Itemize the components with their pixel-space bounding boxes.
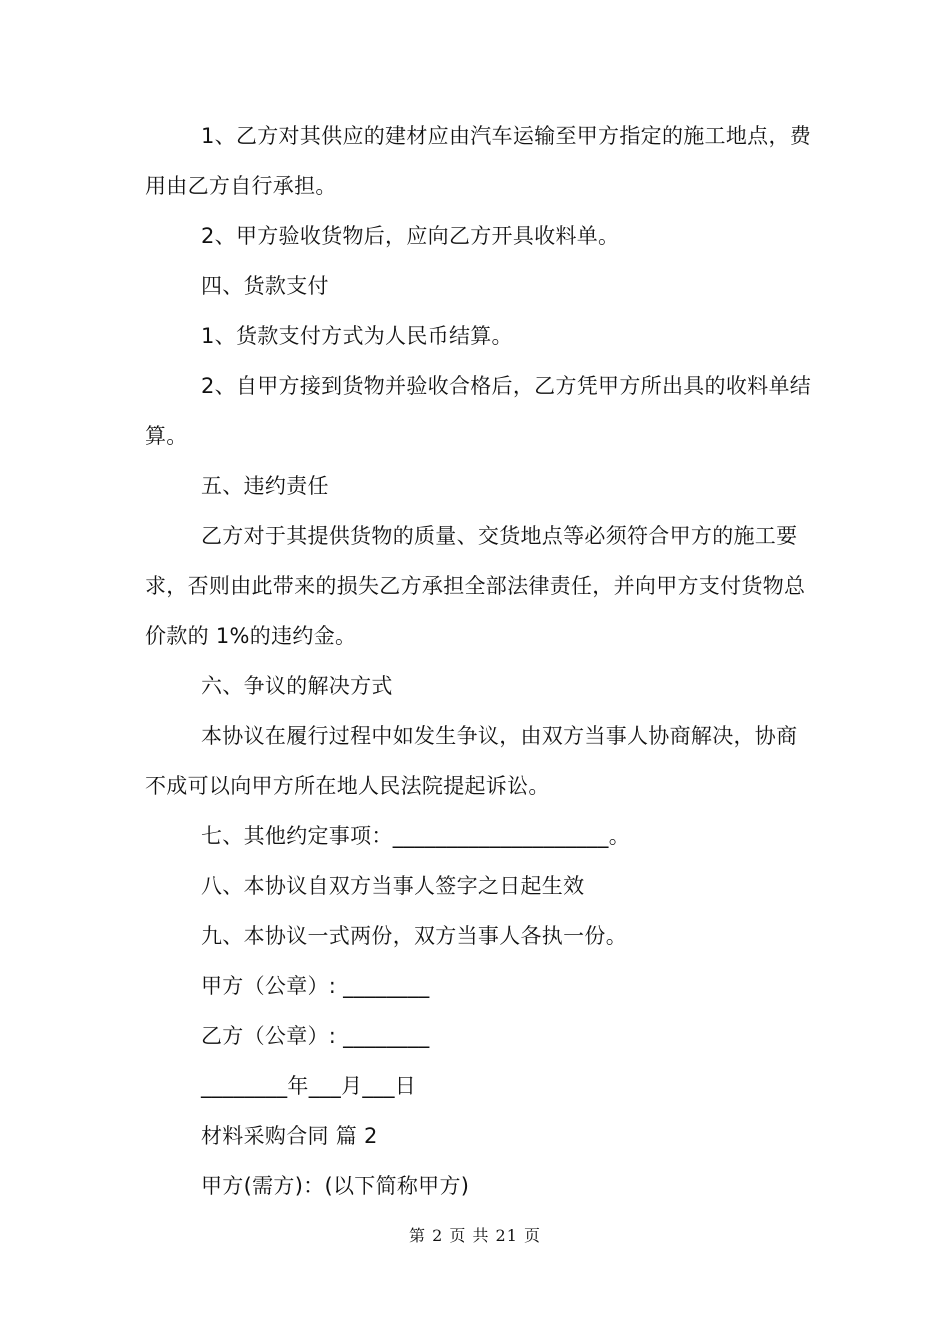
clause-dispute: 本协议在履行过程中如发生争议，由双方当事人协商解决，协商不成可以向甲方所在地人民法院提起诉讼。 (145, 724, 798, 798)
section-heading-liability: 五、违约责任 (201, 474, 329, 498)
party-a-buyer-line: 甲方(需方)：(以下简称甲方) (201, 1174, 470, 1198)
party-a-seal-line: 甲方（公章）: ________ (201, 974, 430, 998)
clause-payment-settlement: 2、自甲方接到货物并验收合格后，乙方凭甲方所出具的收料单结算。 (145, 374, 812, 448)
clause-effective: 八、本协议自双方当事人签字之日起生效 (201, 874, 585, 898)
section-heading-dispute: 六、争议的解决方式 (201, 674, 393, 698)
clause-other-terms: 七、其他约定事项：____________________。 (201, 824, 630, 848)
contract-title: 材料采购合同 篇 2 (201, 1124, 378, 1148)
party-b-seal-line: 乙方（公章）: ________ (201, 1024, 430, 1048)
clause-payment-method: 1、货款支付方式为人民币结算。 (201, 324, 513, 348)
document-body (145, 111, 813, 1211)
section-heading-payment: 四、货款支付 (201, 274, 329, 298)
clause-liability: 乙方对于其提供货物的质量、交货地点等必须符合甲方的施工要求，否则由此带来的损失乙方承担全部法律责任，并向甲方支付货物总价款的 1%的违约金。 (145, 524, 806, 648)
clause-copies: 九、本协议一式两份，双方当事人各执一份。 (201, 924, 627, 948)
clause-receipt: 2、甲方验收货物后，应向乙方开具收料单。 (201, 224, 620, 248)
date-line: ________年___月___日 (201, 1074, 417, 1098)
page-footer: 第 2 页 共 21 页 (409, 1226, 541, 1245)
clause-transport: 1、乙方对其供应的建材应由汽车运输至甲方指定的施工地点，费用由乙方自行承担。 (145, 124, 812, 198)
